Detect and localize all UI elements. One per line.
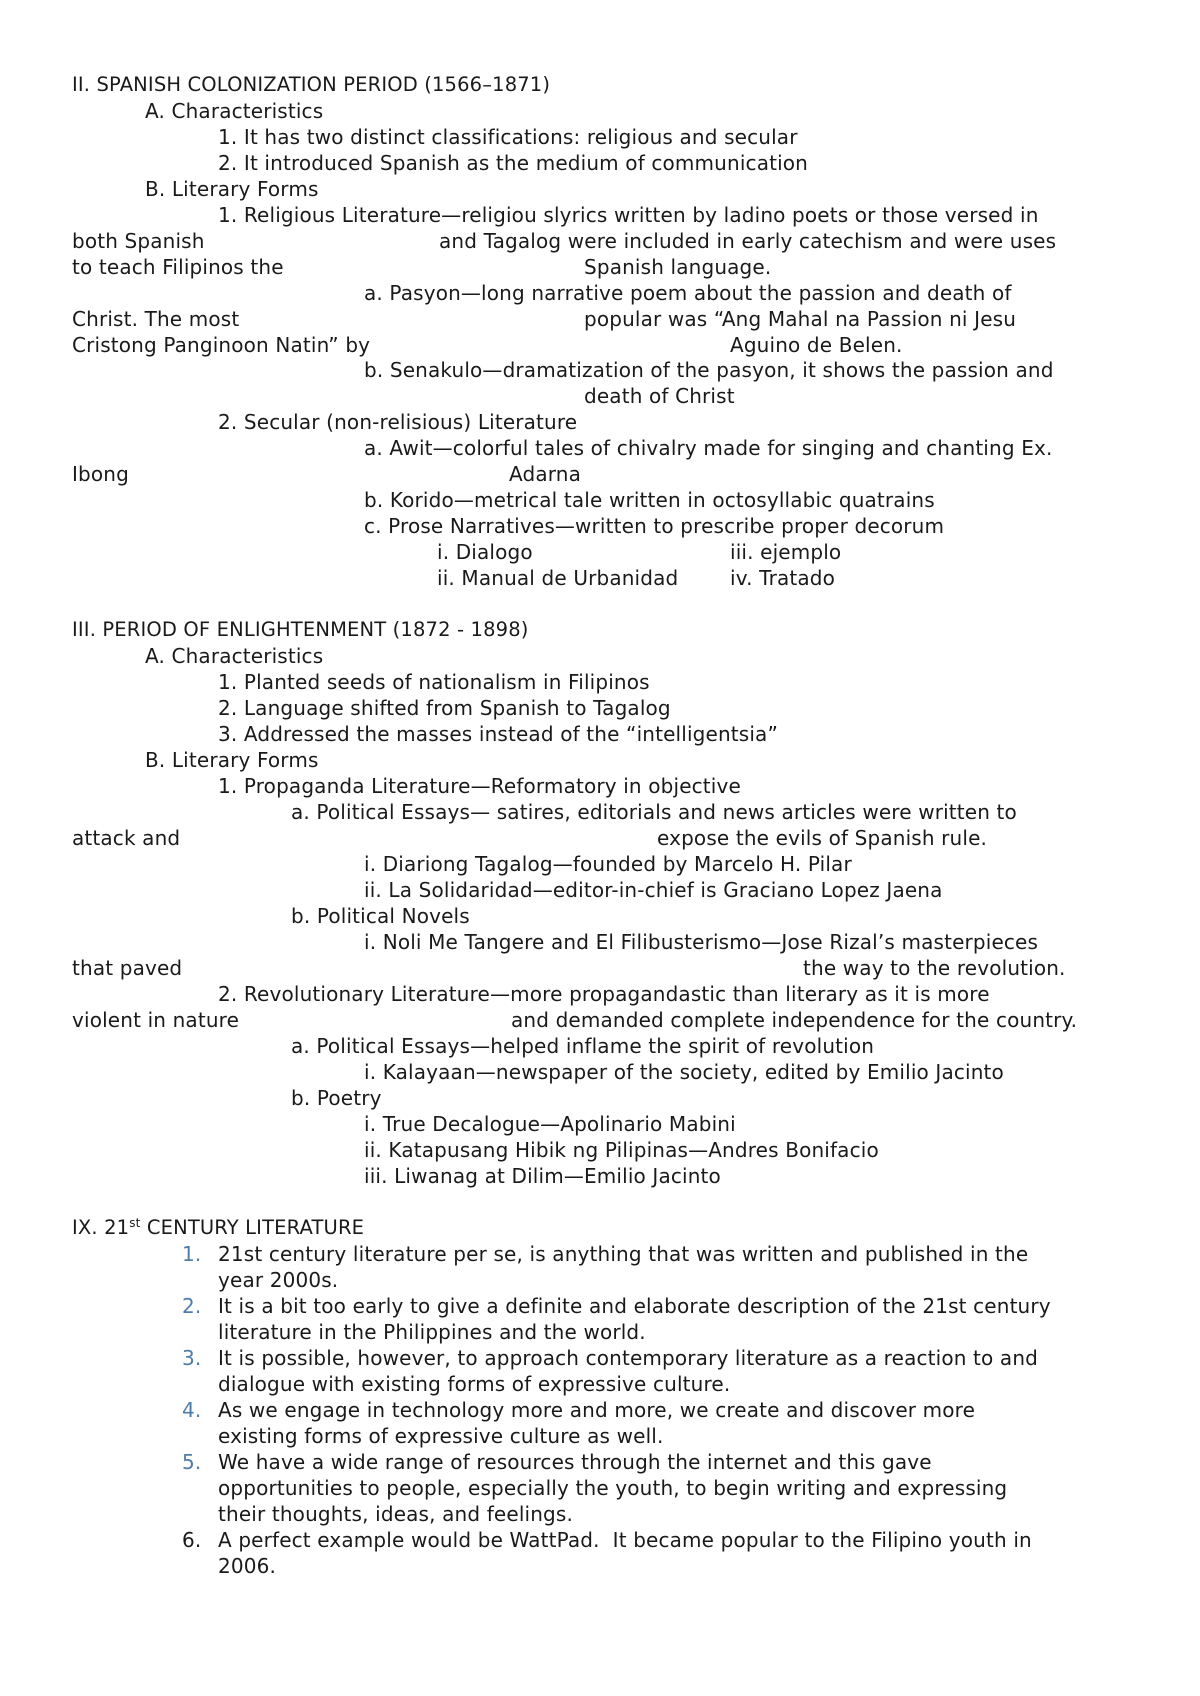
list-item-5-line-1: We have a wide range of resources through the internet and this gave	[218, 1450, 932, 1474]
senakulo-line-1: b. Senakulo—dramatization of the pasyon, it shows the passion and	[364, 358, 1054, 382]
korido-item: b. Korido—metrical tale written in octosyllabic quatrains	[364, 488, 935, 512]
poetry-heading: b. Poetry	[291, 1086, 382, 1110]
pasyon-line-1: a. Pasyon—long narrative poem about the passion and death of	[364, 281, 1012, 305]
awit-line-2-start: Ibong	[72, 462, 129, 486]
noli-me-tangere-line-2-end: the way to the revolution.	[803, 956, 1066, 980]
religious-literature-line-2-start: both Spanish	[72, 229, 205, 253]
noli-me-tangere-line-2-start: that paved	[72, 956, 183, 980]
awit-line-2-end: Adarna	[509, 462, 581, 486]
list-item-3-line-1: It is possible, however, to approach contemporary literature as a reaction to and	[218, 1346, 1039, 1370]
list-item-4-line-1: As we engage in technology more and more, we create and discover more	[218, 1398, 976, 1422]
list-number-1: 1.	[182, 1242, 202, 1266]
list-item-5-line-3: their thoughts, ideas, and feelings.	[218, 1502, 573, 1526]
liwanag-at-dilim-item: iii. Liwanag at Dilim—Emilio Jacinto	[364, 1164, 721, 1188]
list-number-3: 3.	[182, 1346, 202, 1370]
section-iii-characteristic-1: 1. Planted seeds of nationalism in Filipinos	[218, 670, 650, 694]
political-essays-line-2-end: expose the evils of Spanish rule.	[657, 826, 988, 850]
pasyon-line-2-start: Christ. The most	[72, 307, 240, 331]
prose-manual-de-urbanidad: ii. Manual de Urbanidad	[437, 566, 679, 590]
list-item-4-line-2: existing forms of expressive culture as well.	[218, 1424, 664, 1448]
section-iii-literary-forms-heading: B. Literary Forms	[145, 748, 319, 772]
political-essays-line-2-start: attack and	[72, 826, 181, 850]
revolutionary-literature-line-2-start: violent in nature	[72, 1008, 240, 1032]
political-novels-heading: b. Political Novels	[291, 904, 470, 928]
list-number-5: 5.	[182, 1450, 202, 1474]
pasyon-line-2-end: popular was “Ang Mahal na Passion ni Jesu	[584, 307, 1017, 331]
awit-line-1: a. Awit—colorful tales of chivalry made for singing and chanting Ex.	[364, 436, 1053, 460]
list-item-1-line-2: year 2000s.	[218, 1268, 339, 1292]
la-solidaridad-item: ii. La Solidaridad—editor-in-chief is Graciano Lopez Jaena	[364, 878, 943, 902]
propaganda-literature-heading: 1. Propaganda Literature—Reformatory in objective	[218, 774, 741, 798]
section-ii-characteristic-2: 2. It introduced Spanish as the medium of communication	[218, 151, 809, 175]
religious-literature-line-3-start: to teach Filipinos the	[72, 255, 284, 279]
noli-me-tangere-line-1: i. Noli Me Tangere and El Filibusterismo—Jose Rizal’s masterpieces	[364, 930, 1039, 954]
section-ii-title: II. SPANISH COLONIZATION PERIOD (1566–1871)	[72, 73, 551, 96]
list-item-3-line-2: dialogue with existing forms of expressive culture.	[218, 1372, 731, 1396]
katapusang-hibik-item: ii. Katapusang Hibik ng Pilipinas—Andres Bonifacio	[364, 1138, 879, 1162]
prose-ejemplo: iii. ejemplo	[730, 540, 842, 564]
religious-literature-line-1: 1. Religious Literature—religiou slyrics written by ladino poets or those versed in	[218, 203, 1039, 227]
true-decalogue-item: i. True Decalogue—Apolinario Mabini	[364, 1112, 736, 1136]
prose-dialogo: i. Dialogo	[437, 540, 533, 564]
section-iii-characteristic-3: 3. Addressed the masses instead of the “intelligentsia”	[218, 722, 778, 746]
religious-literature-line-2-end: and Tagalog were included in early catechism and were uses	[439, 229, 1057, 253]
list-number-2: 2.	[182, 1294, 202, 1318]
kalayaan-item: i. Kalayaan—newspaper of the society, edited by Emilio Jacinto	[364, 1060, 1004, 1084]
section-iii-characteristic-2: 2. Language shifted from Spanish to Tagalog	[218, 696, 671, 720]
diariong-tagalog-item: i. Diariong Tagalog—founded by Marcelo H. Pilar	[364, 852, 852, 876]
list-item-1-line-1: 21st century literature per se, is anything that was written and published in the	[218, 1242, 1029, 1266]
revolutionary-literature-line-2-end: and demanded complete independence for the country.	[511, 1008, 1078, 1032]
senakulo-line-2: death of Christ	[584, 384, 735, 408]
section-ix-title: IX. 21st CENTURY LITERATURE	[72, 1216, 365, 1239]
list-number-4: 4.	[182, 1398, 202, 1422]
list-item-2-line-1: It is a bit too early to give a definite and elaborate description of the 21st century	[218, 1294, 1051, 1318]
secular-literature-heading: 2. Secular (non-relisious) Literature	[218, 410, 578, 434]
section-ii-characteristics-heading: A. Characteristics	[145, 99, 324, 123]
list-item-5-line-2: opportunities to people, especially the youth, to begin writing and expressing	[218, 1476, 1008, 1500]
list-item-2-line-2: literature in the Philippines and the world.	[218, 1320, 646, 1344]
list-number-6: 6.	[182, 1528, 202, 1552]
list-item-6-line-2: 2006.	[218, 1554, 277, 1578]
section-iii-characteristics-heading: A. Characteristics	[145, 644, 324, 668]
section-iii-title: III. PERIOD OF ENLIGHTENMENT (1872 - 1898)	[72, 618, 529, 641]
list-item-6-line-1: A perfect example would be WattPad. It became popular to the Filipino youth in	[218, 1528, 1032, 1552]
pasyon-line-3-start: Cristong Panginoon Natin” by	[72, 333, 371, 357]
section-ii-literary-forms-heading: B. Literary Forms	[145, 177, 319, 201]
prose-narratives-item: c. Prose Narratives—written to prescribe proper decorum	[364, 514, 945, 538]
prose-tratado: iv. Tratado	[730, 566, 835, 590]
revolutionary-political-essays: a. Political Essays—helped inflame the spirit of revolution	[291, 1034, 875, 1058]
political-essays-line-1: a. Political Essays— satires, editorials and news articles were written to	[291, 800, 1017, 824]
pasyon-line-3-end: Aguino de Belen.	[730, 333, 903, 357]
section-ii-characteristic-1: 1. It has two distinct classifications: religious and secular	[218, 125, 798, 149]
revolutionary-literature-line-1: 2. Revolutionary Literature—more propagandastic than literary as it is more	[218, 982, 990, 1006]
religious-literature-line-3-end: Spanish language.	[584, 255, 772, 279]
